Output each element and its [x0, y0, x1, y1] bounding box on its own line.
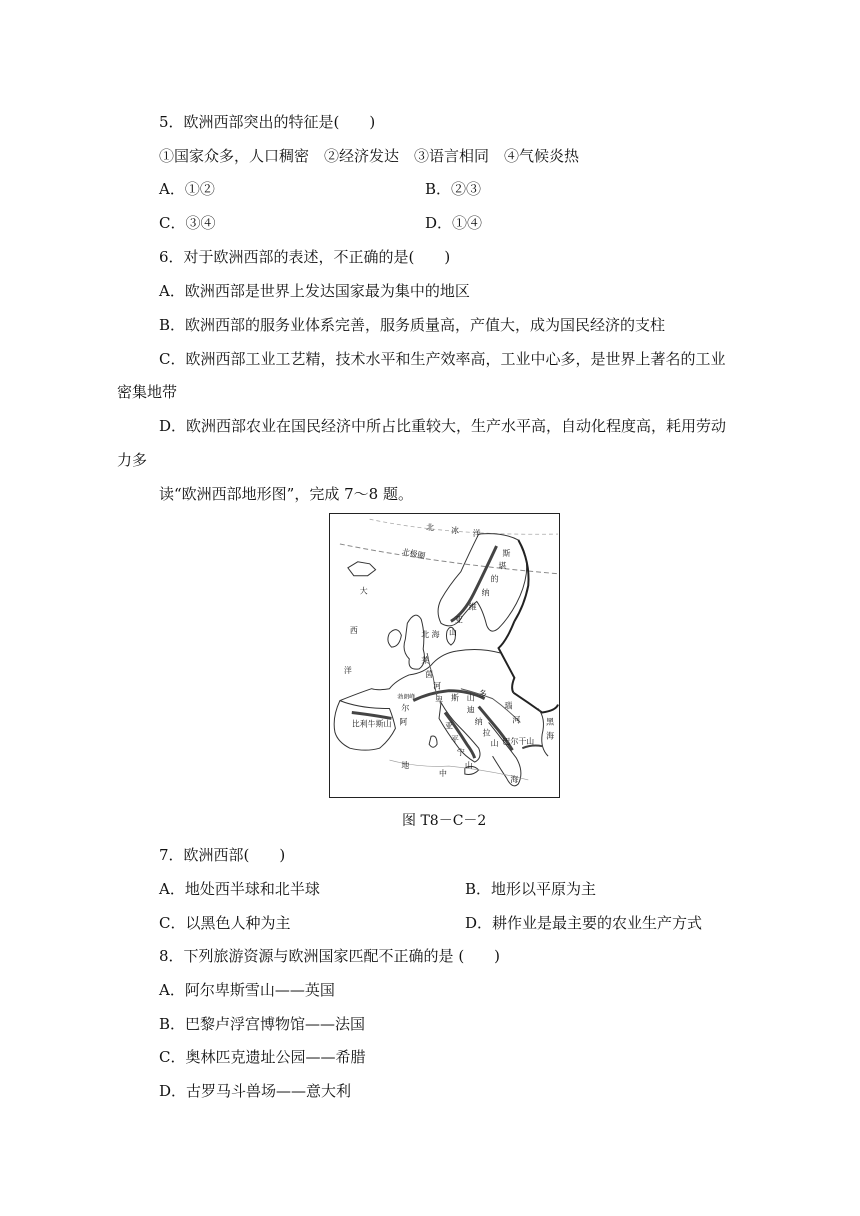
q6-stem: 6．对于欧洲西部的表述，不正确的是( ) [159, 248, 451, 266]
map-label-lai: 莱 [421, 655, 430, 665]
figure-caption: 图 T8－C－2 [402, 813, 487, 829]
map-label-alps-a: 阿 [399, 717, 408, 727]
map-label-scand-ya: 亚 [454, 615, 463, 625]
q5-option-c: C．③④ [159, 214, 216, 232]
q8-option-c: C．奥林匹克遗址公园——希腊 [159, 1048, 366, 1066]
western-europe-terrain-map [329, 513, 560, 798]
map-label-da: 大 [359, 586, 368, 596]
map-label-scand-wei: 维 [468, 602, 477, 612]
q7-option-d: D．耕作业是最主要的农业生产方式 [465, 914, 703, 932]
q5-stem: 5．欧洲西部突出的特征是( ) [159, 113, 376, 131]
q7-stem: 7．欧洲西部( ) [159, 846, 286, 864]
map-label-xi: 西 [349, 626, 358, 636]
q6-option-c-line2: 密集地带 [117, 383, 178, 401]
map-label-north-sea: 北 海 [421, 630, 440, 640]
map-label-he1: 河 [433, 681, 442, 691]
q6-option-b: B．欧洲西部的服务业体系完善，服务质量高，产值大，成为国民经济的支柱 [159, 316, 666, 334]
map-label-yang-left: 洋 [343, 665, 352, 675]
map-label-black-hei: 黑 [546, 717, 555, 727]
map-label-scand-na: 纳 [481, 588, 490, 598]
map-label-arctic-circle: 北极圈 [400, 547, 427, 561]
map-label-dinaric-shan: 山 [490, 739, 499, 749]
q6-option-d-line2: 力多 [117, 451, 148, 469]
q7-option-b: B．地形以平原为主 [465, 880, 597, 898]
map-label-med-hai: 海 [510, 774, 519, 784]
q6-option-d-line1: D．欧洲西部农业在国民经济中所占比重较大，生产水平高，自动化程度高，耗用劳动 [159, 417, 727, 435]
map-label-he2: 河 [512, 715, 521, 725]
map-label-scand-si: 斯 [502, 548, 511, 558]
map-label-nao: 瑙 [504, 701, 513, 711]
map-label-dinaric-na: 纳 [474, 717, 483, 727]
map-label-alps-si: 斯 [450, 693, 459, 703]
map-label-apen-ping: 平 [450, 735, 459, 745]
q5-option-b: B．②③ [425, 180, 482, 198]
q7-option-c: C．以黑色人种为主 [159, 914, 291, 932]
q5-statements: ①国家众多，人口稠密 ②经济发达 ③语言相同 ④气候炎热 [159, 147, 580, 165]
q6-option-c-line1: C．欧洲西部工业工艺精，技术水平和生产效率高，工业中心多，是世界上著名的工业 [159, 350, 726, 368]
q8-option-b: B．巴黎卢浮宫博物馆——法国 [159, 1015, 366, 1033]
map-label-dinaric-di: 迪 [466, 705, 475, 715]
map-label-apen-shan: 山 [464, 761, 473, 771]
map-label-duo: 多 [478, 689, 487, 699]
q8-option-d: D．古罗马斗兽场——意大利 [159, 1082, 352, 1100]
map-label-med-zhong: 中 [439, 768, 447, 778]
map-label-yin: 茵 [425, 669, 434, 679]
map-label-bei: 北 [426, 523, 435, 533]
map-label-scand-de: 的 [490, 574, 499, 584]
q8-option-a: A．阿尔卑斯雪山——英国 [159, 981, 335, 999]
map-label-yang-top: 洋 [472, 529, 481, 539]
q5-option-d: D．①④ [425, 214, 483, 232]
q8-stem: 8．下列旅游资源与欧洲国家匹配不正确的是 ( ) [159, 947, 501, 965]
map-label-balkan: 巴尔干山 [502, 737, 535, 747]
map-label-alps-shan: 山 [466, 693, 475, 703]
map-label-mont-blanc: 勃朗峰 [397, 693, 416, 701]
map-label-black-hai: 海 [546, 731, 555, 741]
map-label-med-di: 地 [401, 761, 410, 771]
q5-option-a: A．①② [159, 180, 215, 198]
map-label-pyrenees: 比利牛斯山 [351, 719, 392, 729]
map-intro: 读“欧洲西部地形图”，完成 7～8 题。 [159, 485, 413, 503]
q7-option-a: A．地处西半球和北半球 [159, 880, 320, 898]
q6-option-a: A．欧洲西部是世界上发达国家最为集中的地区 [159, 282, 470, 300]
map-label-bing: 冰 [450, 526, 459, 536]
map-label-scand-shan: 山 [448, 628, 457, 638]
map-label-dinaric-la: 拉 [482, 728, 491, 738]
map-label-alps-bei: 卑 [435, 695, 444, 705]
map-label-alps-er: 尔 [401, 703, 410, 713]
map-label-apen-ya: 亚 [444, 721, 453, 731]
map-label-scand-kan: 堪 [498, 561, 507, 571]
map-label-apen-ning: 宁 [456, 748, 465, 758]
